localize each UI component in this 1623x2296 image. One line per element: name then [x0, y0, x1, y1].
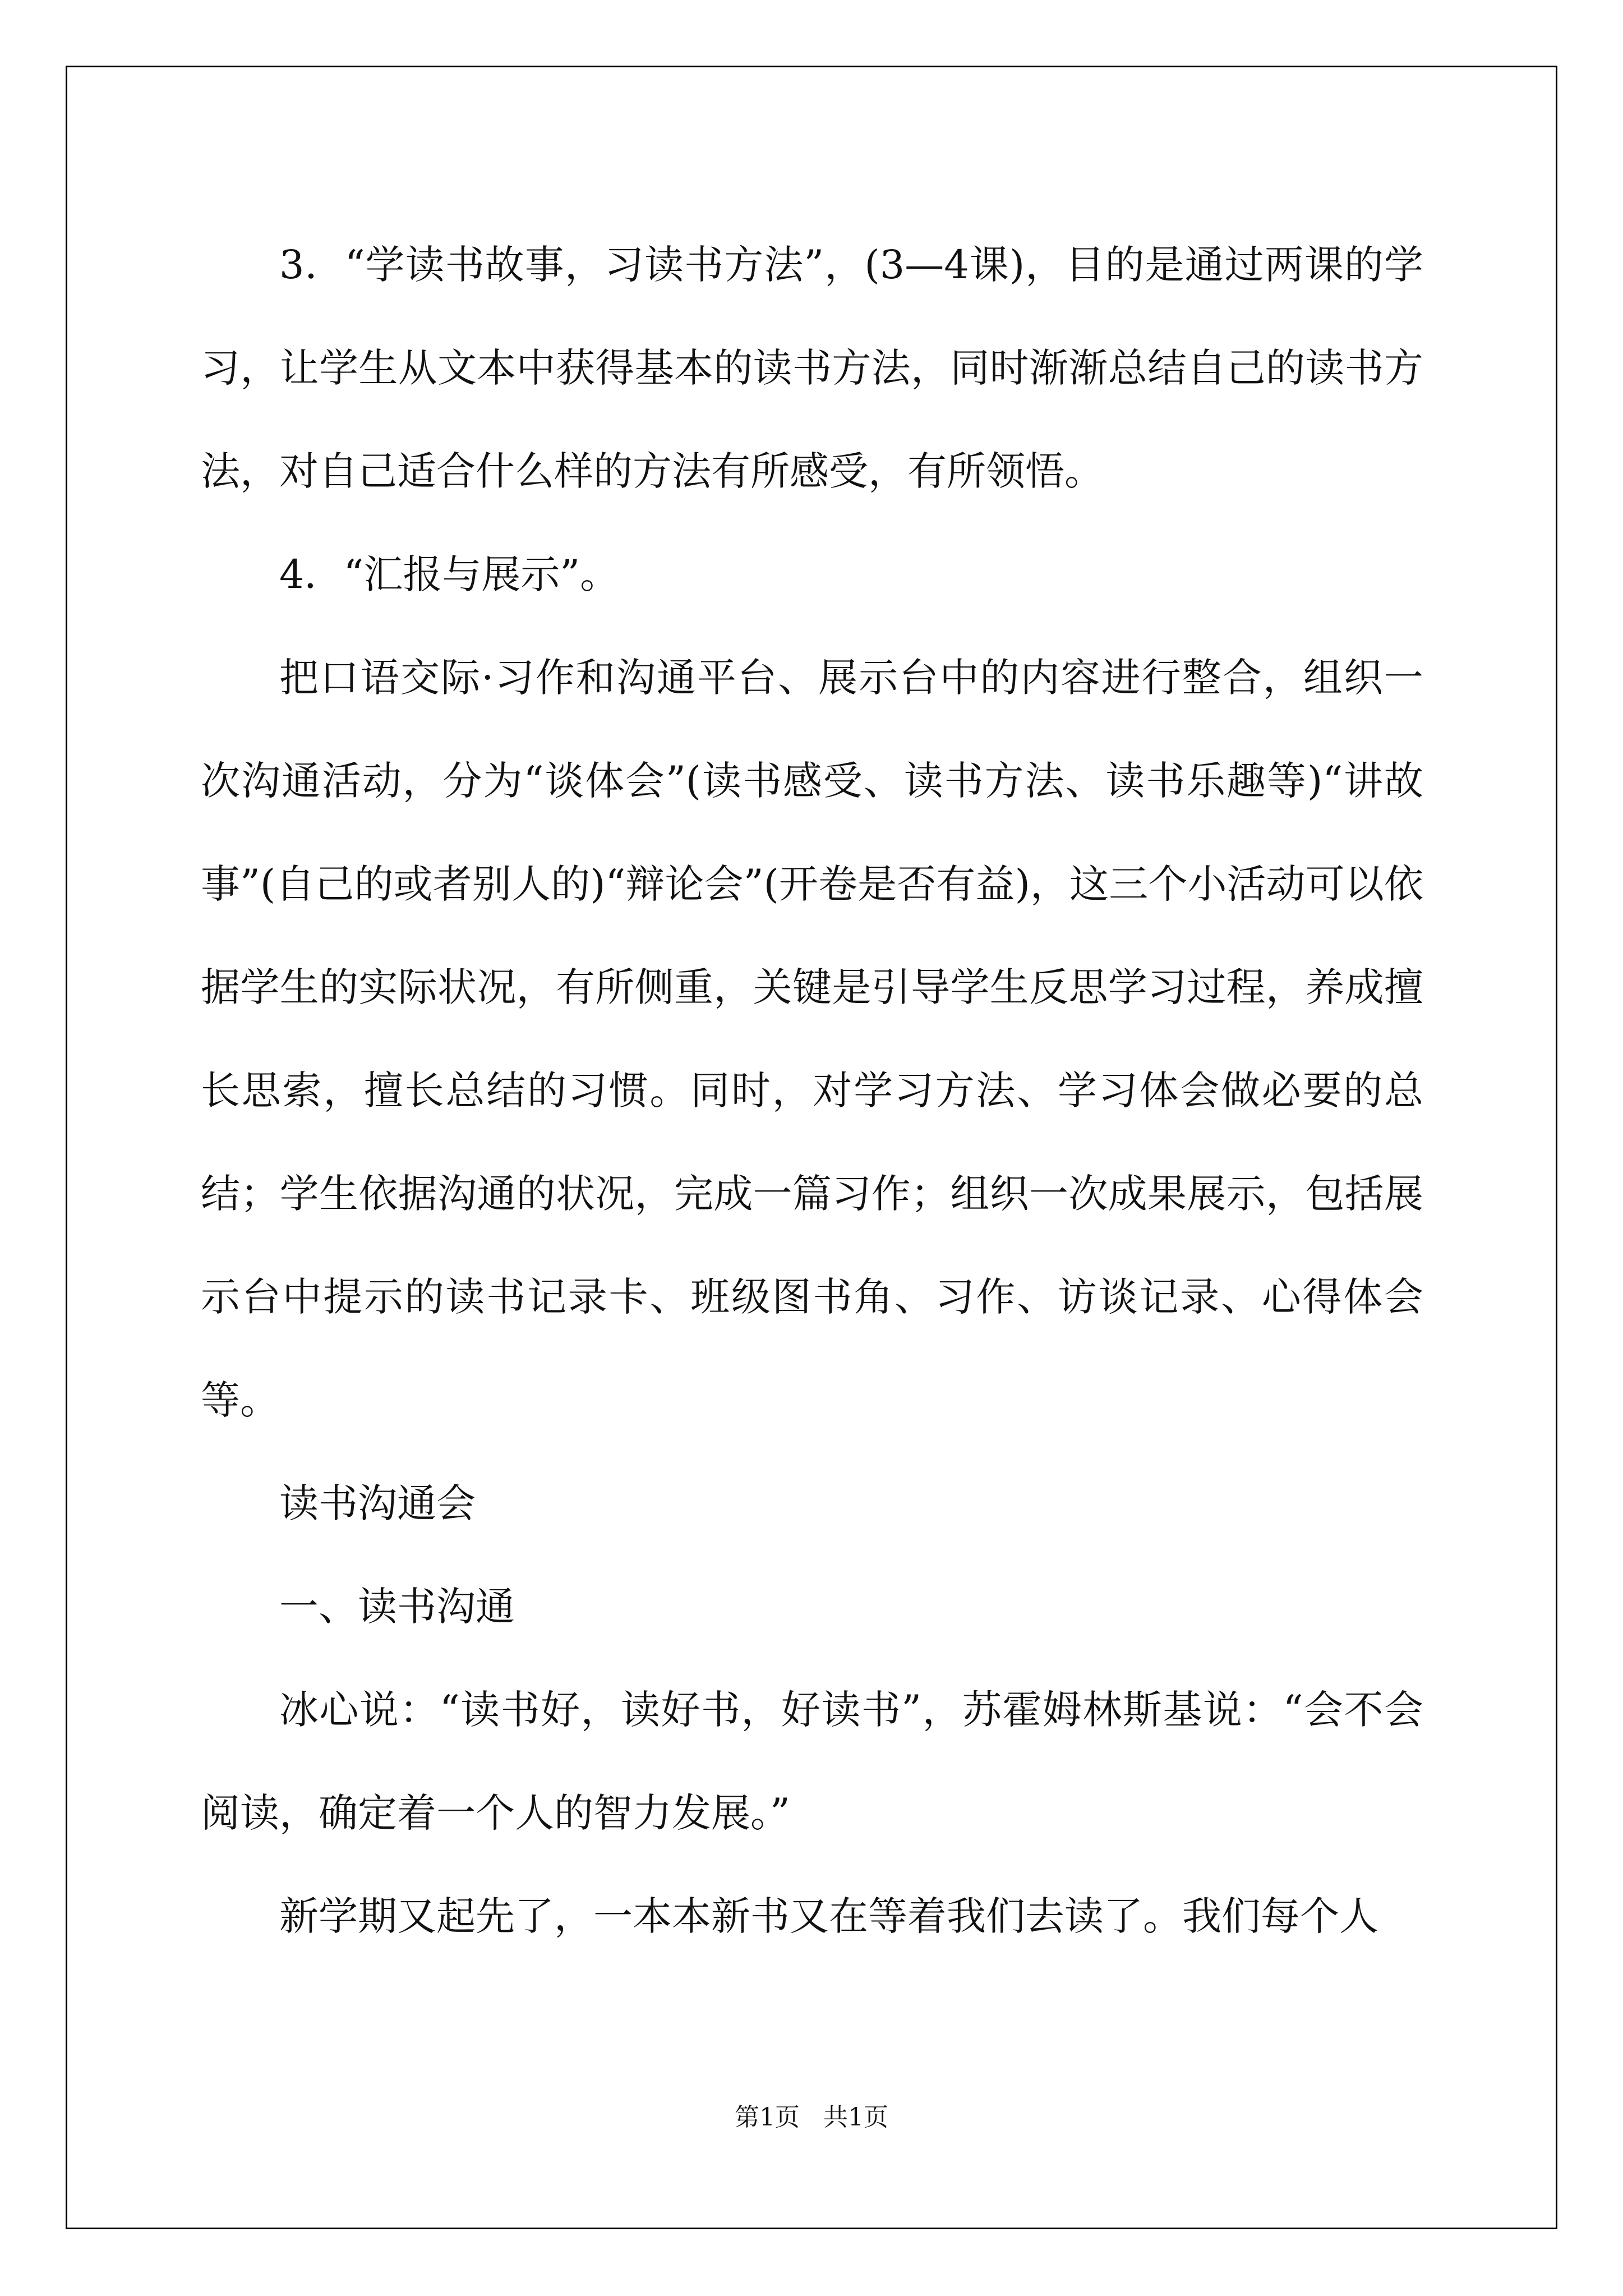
section-title: 读书沟通会 — [279, 1480, 476, 1526]
paragraph-3: 把口语交际·习作和沟通平台、展示台中的内容进行整合，组织一次沟通活动，分为“谈体会”(读书感受、读书方法、读书乐趣等)“讲故事”(自己的或者别人的)“辩论会”(开卷是否有益)，这三个小活动可以依据学生的实际状况，有所侧重，关键是引导学生反思学习过程，养成擅长思索，擅长总结的习惯。同时，对学习方法、学习体会做必要的总结；学生依据沟通的状况，完成一篇习作；组织一次成果展示，包括展示台中提示的读书记录卡、班级图书角、习作、访谈记录、心得体会等。 — [201, 655, 1423, 1423]
paragraph-1: 3．“学读书故事，习读书方法”，(3—4课)，目的是通过两课的学习，让学生从文本中获得基本的读书方法，同时渐渐总结自己的读书方法，对自己适合什么样的方法有所感受，有所领悟。 — [201, 242, 1423, 494]
document-body — [201, 213, 1423, 1968]
paragraph-quote: 冰心说：“读书好，读好书，好读书”，苏霍姆林斯基说：“会不会阅读，确定着一个人的智力发展。” — [201, 1687, 1423, 1836]
page-footer: 第1页 共1页 — [735, 2103, 888, 2132]
paragraph-2: 4．“汇报与展示”。 — [279, 551, 620, 597]
paragraph-last: 新学期又起先了，一本本新书又在等着我们去读了。我们每个人 — [279, 1893, 1378, 1939]
subsection-title: 一、读书沟通 — [279, 1584, 515, 1630]
